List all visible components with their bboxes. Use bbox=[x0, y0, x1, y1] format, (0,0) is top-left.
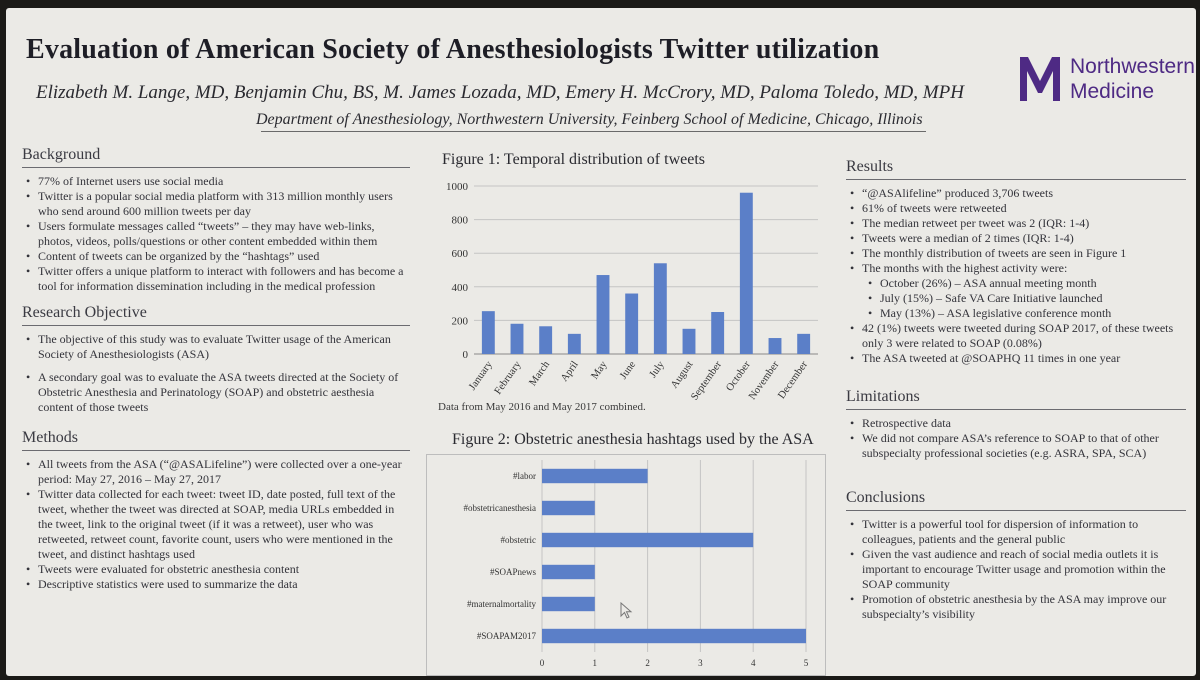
objective-list bbox=[22, 332, 410, 415]
background-item: • 77% of Internet users use social media bbox=[38, 174, 410, 189]
methods-item: • Descriptive statistics were used to summarize the data bbox=[38, 577, 410, 592]
x-tick-label: January bbox=[467, 359, 495, 393]
hbar-maternalmortality bbox=[542, 597, 595, 611]
results-item: • 61% of tweets were retweeted bbox=[862, 201, 1186, 216]
logo-text-northwestern: Northwestern bbox=[1070, 55, 1195, 78]
y-tick-label: 0 bbox=[462, 349, 468, 361]
left-column bbox=[22, 146, 410, 592]
background-item: • Content of tweets can be organized by the “hashtags” used bbox=[38, 249, 410, 264]
x-tick-label: February bbox=[492, 359, 524, 397]
figure1-title: Figure 1: Temporal distribution of tweets bbox=[442, 151, 705, 168]
limitations-list bbox=[846, 416, 1186, 461]
y-tick-label: 1000 bbox=[446, 181, 468, 193]
objective-item: • The objective of this study was to evaluate Twitter usage of the American Society of Anesthesiologists (ASA) bbox=[38, 332, 410, 362]
limitations-item: • Retrospective data bbox=[862, 416, 1186, 431]
y-tick-label: #labor bbox=[513, 471, 536, 481]
results-item: • The ASA tweeted at @SOAPHQ 11 times in one year bbox=[862, 351, 1186, 366]
results-item: • The monthly distribution of tweets are seen in Figure 1 bbox=[862, 246, 1186, 261]
bar-march bbox=[539, 326, 552, 354]
bar-february bbox=[511, 324, 524, 354]
results-item: • 42 (1%) tweets were tweeted during SOAP 2017, of these tweets only 3 were related to SOAP (0.08%) bbox=[862, 321, 1186, 351]
y-tick-label: #obstetricanesthesia bbox=[463, 503, 536, 513]
x-tick-label: 0 bbox=[539, 658, 545, 668]
methods-item: • All tweets from the ASA (“@ASALifeline”) were collected over a one-year period: May 27, 2016 – May 27, 2017 bbox=[38, 457, 410, 487]
background-list bbox=[22, 174, 410, 294]
poster-title: Evaluation of American Society of Anesthesiologists Twitter utilization bbox=[26, 34, 880, 65]
results-item: • Tweets were a median of 2 times (IQR: 1-4) bbox=[862, 231, 1186, 246]
conclusions-item: • Twitter is a powerful tool for dispersion of information to colleagues, patients and the general public bbox=[862, 517, 1186, 547]
y-tick-label: #SOAPAM2017 bbox=[476, 631, 536, 641]
bar-january bbox=[482, 311, 495, 354]
conclusions-item: • Promotion of obstetric anesthesia by the ASA may improve our subspecialty’s visibility bbox=[862, 592, 1186, 622]
bar-july bbox=[654, 263, 667, 354]
x-tick-label: April bbox=[559, 359, 581, 384]
results-item: • The months with the highest activity were: bbox=[862, 261, 1186, 276]
x-tick-label: 4 bbox=[750, 658, 756, 668]
bar-april bbox=[568, 334, 581, 354]
bar-september bbox=[711, 312, 724, 354]
hbar-soapnews bbox=[542, 565, 595, 579]
results-subitem: • July (15%) – Safe VA Care Initiative launched bbox=[880, 291, 1186, 306]
methods-item: • Twitter data collected for each tweet: tweet ID, date posted, full text of the tweet, whether the tweet was directed at SOAP, media URLs embedded in the tweet, link to the original tweet (if it was a retweet), user who was retweeted, retweet count, favorite count, users who were mentioned in the tweet, and distinct hashtags used bbox=[38, 487, 410, 562]
x-tick-label: July bbox=[647, 359, 667, 381]
mouse-cursor-icon bbox=[620, 602, 634, 620]
methods-heading: Methods bbox=[22, 429, 410, 451]
bar-may bbox=[597, 275, 610, 354]
right-column bbox=[846, 158, 1186, 622]
hbar-obstetric bbox=[542, 533, 753, 547]
figure2-chart bbox=[426, 454, 826, 676]
logo-text-medicine: Medicine bbox=[1070, 80, 1155, 103]
northwestern-medicine-logo bbox=[1018, 51, 1195, 111]
x-tick-label: November bbox=[747, 359, 782, 403]
authors-line: Elizabeth M. Lange, MD, Benjamin Chu, BS, M. James Lozada, MD, Emery H. McCrory, MD, Paloma Toledo, MD, MPH bbox=[36, 82, 964, 103]
y-tick-label: 600 bbox=[451, 248, 468, 261]
x-tick-label: June bbox=[618, 359, 639, 382]
background-item: • Twitter is a popular social media platform with 313 million monthly users who send around 600 million tweets per day bbox=[38, 189, 410, 219]
figure1-note: Data from May 2016 and May 2017 combined. bbox=[438, 401, 646, 413]
objective-heading: Research Objective bbox=[22, 304, 410, 326]
x-tick-label: 5 bbox=[803, 658, 809, 668]
y-tick-label: #maternalmortality bbox=[467, 599, 536, 609]
bar-august bbox=[683, 329, 696, 354]
x-tick-label: March bbox=[527, 359, 553, 389]
background-item: • Users formulate messages called “tweets” – they may have web-links, photos, videos, polls/questions or other content embedded within them bbox=[38, 219, 410, 249]
background-heading: Background bbox=[22, 146, 410, 168]
methods-item: • Tweets were evaluated for obstetric anesthesia content bbox=[38, 562, 410, 577]
y-tick-label: 400 bbox=[451, 281, 468, 294]
header-divider bbox=[261, 131, 926, 132]
x-tick-label: August bbox=[669, 359, 696, 391]
hbar-obstetricanesthesia bbox=[542, 501, 595, 515]
hbar-labor bbox=[542, 469, 648, 483]
x-tick-label: 1 bbox=[592, 658, 598, 668]
bar-november bbox=[769, 338, 782, 354]
figure1-chart bbox=[426, 170, 826, 405]
figure2-title: Figure 2: Obstetric anesthesia hashtags used by the ASA bbox=[452, 431, 814, 448]
x-tick-label: September bbox=[689, 359, 725, 403]
results-item: • The median retweet per tweet was 2 (IQR: 1-4) bbox=[862, 216, 1186, 231]
hbar-soapam2017 bbox=[542, 629, 806, 643]
x-tick-label: 2 bbox=[645, 658, 650, 668]
conclusions-item: • Given the vast audience and reach of social media outlets it is important to encourage Twitter usage and promotion within the SOAP community bbox=[862, 547, 1186, 592]
x-tick-label: May bbox=[589, 359, 610, 382]
poster bbox=[6, 8, 1196, 676]
results-list bbox=[846, 186, 1186, 366]
limitations-item: • We did not compare ASA’s reference to SOAP to that of other subspecialty professional societies (e.g. ASRA, SPA, SCA) bbox=[862, 431, 1186, 461]
results-subitem: • October (26%) – ASA annual meeting month bbox=[880, 276, 1186, 291]
nm-logo-icon bbox=[1018, 51, 1062, 103]
department-line: Department of Anesthesiology, Northwestern University, Feinberg School of Medicine, Chicago, Illinois bbox=[256, 111, 923, 128]
y-tick-label: 200 bbox=[451, 315, 468, 328]
objective-item: • A secondary goal was to evaluate the ASA tweets directed at the Society of Obstetric Anesthesia and Perinatology (SOAP) and obstetric aesthesia content of those tweets bbox=[38, 370, 410, 415]
y-tick-label: 800 bbox=[451, 214, 468, 227]
methods-list bbox=[22, 457, 410, 592]
limitations-heading: Limitations bbox=[846, 388, 1186, 410]
bar-october bbox=[740, 193, 753, 354]
results-heading: Results bbox=[846, 158, 1186, 180]
y-tick-label: #SOAPnews bbox=[489, 567, 536, 577]
background-item: • Twitter offers a unique platform to interact with followers and has become a tool for information dissemination including in the medical profession bbox=[38, 264, 410, 294]
y-tick-label: #obstetric bbox=[500, 535, 536, 545]
x-tick-label: December bbox=[776, 359, 811, 402]
results-subitem: • May (13%) – ASA legislative conference month bbox=[880, 306, 1186, 321]
results-item: • “@ASAlifeline” produced 3,706 tweets bbox=[862, 186, 1186, 201]
x-tick-label: 3 bbox=[698, 658, 703, 668]
bar-december bbox=[797, 334, 810, 354]
x-tick-label: October bbox=[724, 359, 753, 394]
conclusions-list bbox=[846, 517, 1186, 622]
conclusions-heading: Conclusions bbox=[846, 489, 1186, 511]
bar-june bbox=[625, 294, 638, 354]
